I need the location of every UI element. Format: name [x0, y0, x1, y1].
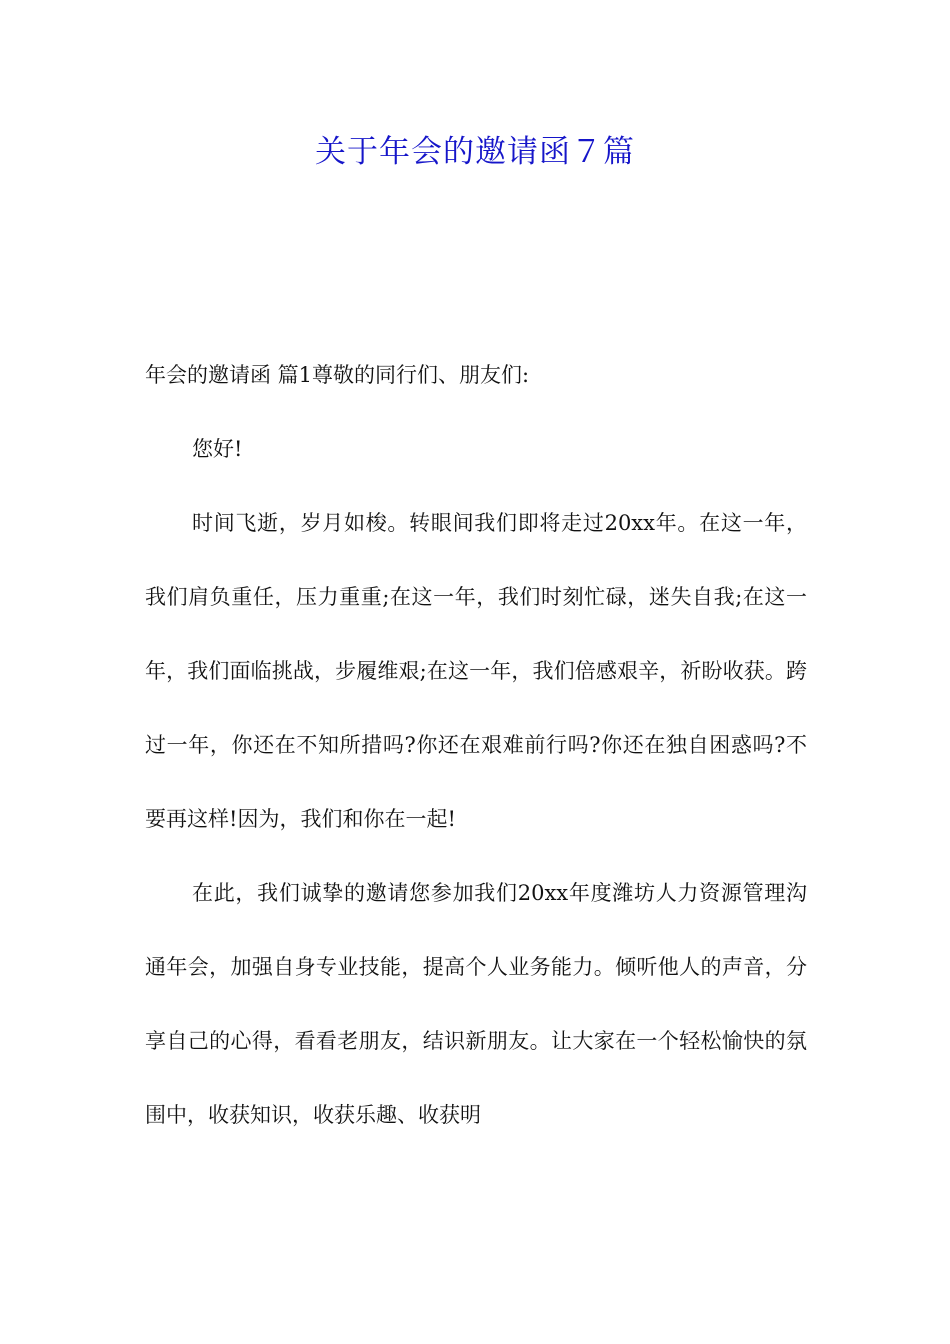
body-paragraph-1: 时间飞逝，岁月如梭。转眼间我们即将走过20xx年。在这一年，我们肩负重任，压力重重;在这一年，我们时刻忙碌，迷失自我;在这一年，我们面临挑战，步履维艰;在这一年，我们倍感艰辛，祈盼收获。跨过一年，你还在不知所措吗?你还在艰难前行吗?你还在独自困惑吗?不要再这样!因为，我们和你在一起! — [145, 511, 807, 831]
body-paragraph-2: 在此，我们诚挚的邀请您参加我们20xx年度潍坊人力资源管理沟通年会，加强自身专业技能，提高个人业务能力。倾听他人的声音，分享自己的心得，看看老朋友，结识新朋友。让大家在一个轻松愉快的氛围中，收获知识，收获乐趣、收获明 — [145, 881, 807, 1127]
document-body — [145, 338, 807, 1152]
document-title: 关于年会的邀请函７篇 — [315, 134, 635, 170]
salutation-paragraph: 年会的邀请函 篇1尊敬的同行们、朋友们: — [145, 363, 530, 387]
greeting-paragraph: 您好! — [192, 437, 243, 461]
